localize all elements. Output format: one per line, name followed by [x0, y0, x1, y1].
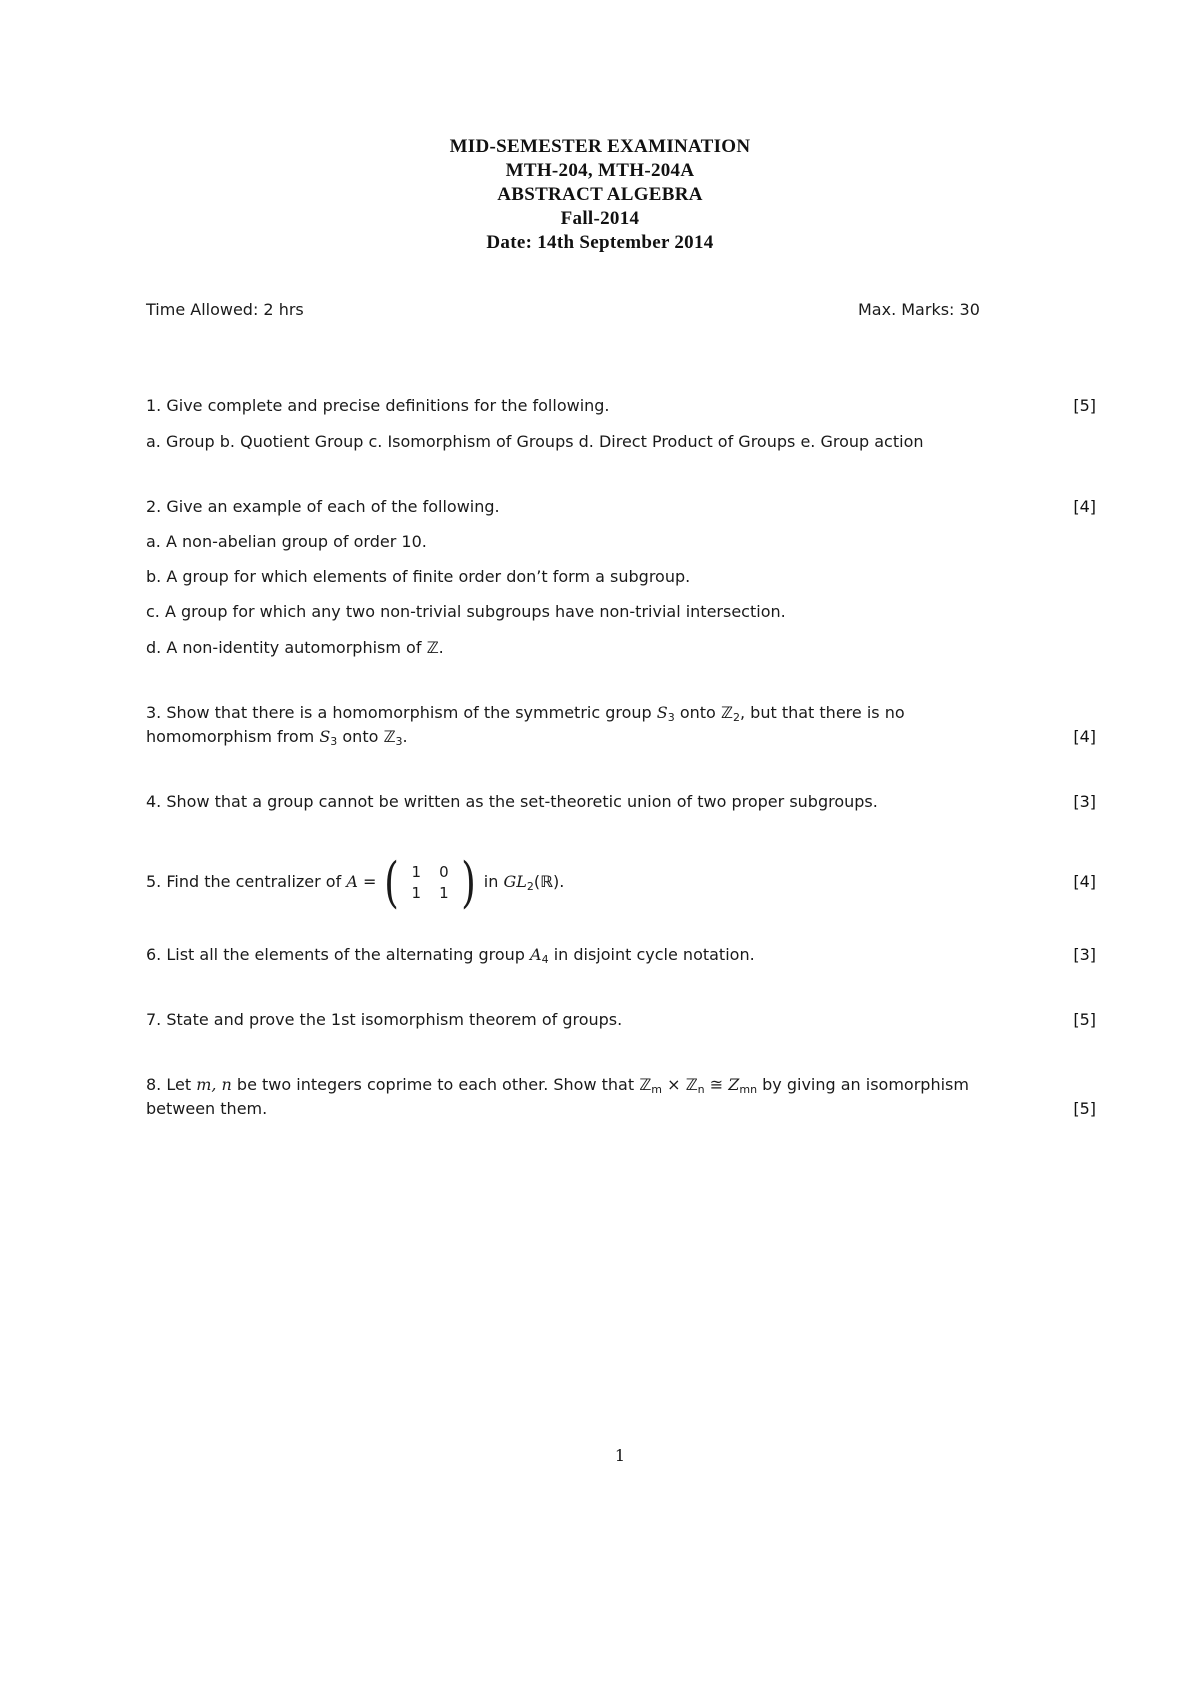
cyclic-group-symbol: Z	[728, 1075, 740, 1094]
open-paren: (	[533, 872, 541, 891]
question-4-marks: [3]	[1073, 792, 1096, 811]
symmetric-group-symbol: S	[656, 703, 668, 722]
times-sign: ×	[662, 1075, 686, 1094]
question-1: 1. Give complete and precise definitions for the following.	[146, 396, 610, 415]
question-6	[146, 945, 755, 966]
subscript: 3	[395, 735, 403, 748]
subscript: m	[651, 1083, 663, 1096]
question-3-text: onto	[674, 703, 721, 722]
question-2c: c. A group for which any two non-trivial subgroups have non-trivial intersection.	[146, 602, 786, 621]
matrix-name: A	[346, 872, 358, 891]
question-2d-end: .	[438, 638, 444, 657]
matrix-entry: 1	[439, 884, 449, 902]
question-3-line2	[146, 727, 408, 748]
subscript: mn	[739, 1083, 758, 1096]
time-allowed: Time Allowed: 2 hrs	[146, 300, 304, 319]
exam-date: Date: 14th September 2014	[486, 232, 714, 253]
left-paren: (	[384, 851, 400, 914]
question-8-marks: [5]	[1073, 1099, 1096, 1118]
page-number: 1	[614, 1446, 626, 1465]
integers-symbol: ℤ	[383, 727, 396, 746]
question-2-marks: [4]	[1073, 497, 1096, 516]
question-5-text: in	[478, 872, 504, 891]
question-3-text: , but that there is no	[740, 703, 905, 722]
question-2b: b. A group for which elements of finite order don’t form a subgroup.	[146, 567, 691, 586]
subscript: 2	[526, 880, 534, 893]
course-name: ABSTRACT ALGEBRA	[497, 184, 703, 205]
integers-symbol: ℤ	[639, 1075, 652, 1094]
question-7: 7. State and prove the 1st isomorphism theorem of groups.	[146, 1010, 623, 1029]
question-3-text: homomorphism from	[146, 727, 320, 746]
question-3-marks: [4]	[1073, 727, 1096, 746]
question-2a: a. A non-abelian group of order 10.	[146, 532, 427, 551]
question-8-line1	[146, 1075, 969, 1096]
question-3-text: .	[402, 727, 408, 746]
subscript: n	[697, 1083, 705, 1096]
isomorphic-sign: ≅	[704, 1075, 729, 1094]
question-2d-text: d. A non-identity automorphism of	[146, 638, 427, 657]
question-8-text: be two integers coprime to each other. Show that	[231, 1075, 640, 1094]
integers-symbol: ℤ	[685, 1075, 698, 1094]
alternating-group-symbol: A	[530, 945, 542, 964]
close-paren: )	[552, 872, 560, 891]
question-4: 4. Show that a group cannot be written as the set-theoretic union of two proper subgroups.	[146, 792, 878, 811]
matrix-A	[381, 853, 478, 913]
general-linear-group: GL	[503, 872, 527, 891]
exam-title: MID-SEMESTER EXAMINATION	[449, 136, 751, 157]
matrix-entry: 0	[439, 863, 449, 881]
matrix-entry: 1	[411, 863, 422, 881]
question-8-text: by giving an isomorphism	[757, 1075, 969, 1094]
matrix-entries	[403, 862, 458, 904]
subscript: 2	[733, 711, 740, 724]
max-marks: Max. Marks: 30	[858, 300, 980, 319]
question-2d	[146, 638, 444, 657]
question-1-marks: [5]	[1073, 396, 1096, 415]
variables: m, n	[196, 1075, 232, 1094]
equals-sign: =	[357, 872, 382, 891]
question-3-line1	[146, 703, 905, 724]
question-8-text: 8. Let	[146, 1075, 197, 1094]
reals-symbol: ℝ	[540, 872, 553, 891]
matrix-entry: 1	[411, 884, 422, 902]
subscript: 3	[667, 711, 675, 724]
question-6-text: in disjoint cycle notation.	[548, 945, 755, 964]
question-5	[146, 852, 564, 912]
question-6-marks: [3]	[1073, 945, 1096, 964]
question-3-text: 3. Show that there is a homomorphism of the symmetric group	[146, 703, 657, 722]
integers-symbol: ℤ	[720, 703, 733, 722]
question-3-text: onto	[337, 727, 384, 746]
symmetric-group-symbol: S	[319, 727, 331, 746]
question-2: 2. Give an example of each of the following.	[146, 497, 500, 516]
integers-symbol: ℤ	[426, 638, 439, 657]
subscript: 3	[330, 735, 338, 748]
question-6-text: 6. List all the elements of the alternating group	[146, 945, 531, 964]
question-5-end: .	[559, 872, 565, 891]
question-1-parts: a. Group b. Quotient Group c. Isomorphism of Groups d. Direct Product of Groups e. Group action	[146, 432, 924, 451]
term: Fall-2014	[560, 208, 640, 229]
subscript: 4	[541, 953, 549, 966]
question-5-marks: [4]	[1073, 872, 1096, 891]
question-5-text: 5. Find the centralizer of	[146, 872, 347, 891]
question-7-marks: [5]	[1073, 1010, 1096, 1029]
right-paren: )	[460, 851, 476, 914]
course-codes: MTH-204, MTH-204A	[505, 160, 695, 181]
question-8-line2: between them.	[146, 1099, 268, 1118]
